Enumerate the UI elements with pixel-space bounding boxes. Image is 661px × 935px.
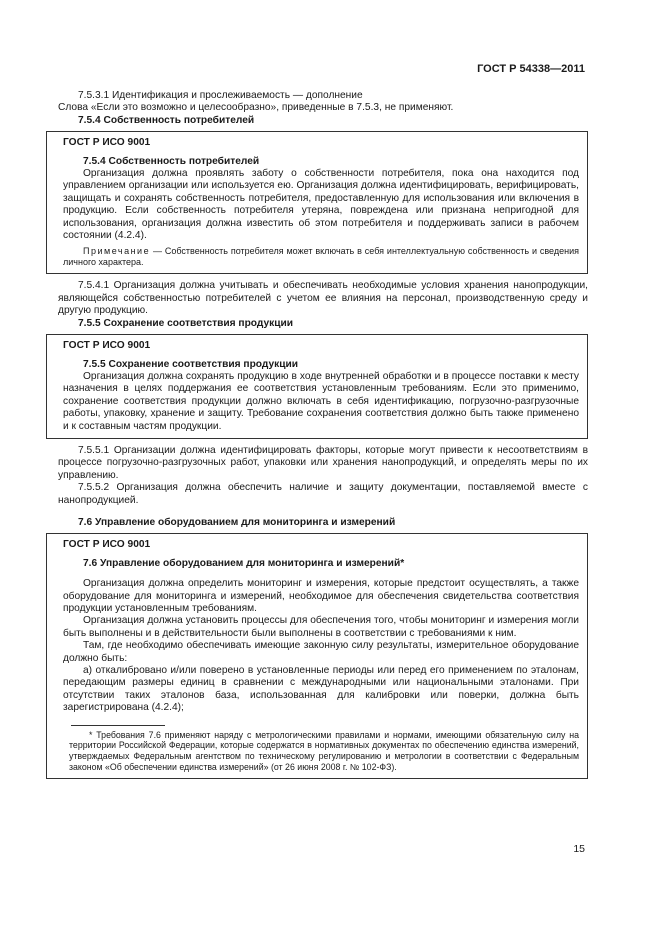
iso-quote-box-7-5-4 (46, 131, 588, 274)
document-header-id: ГОСТ Р 54338—2011 (477, 63, 585, 75)
clause-7-5-5-2: 7.5.5.2 Организация должна обеспечить наличие и защиту документации, поставляемой вместе с нанопродукцией. (58, 482, 588, 506)
box-standard-label: ГОСТ Р ИСО 9001 (63, 137, 151, 149)
page-number: 15 (573, 843, 585, 855)
iso-quote-box-7-6 (46, 533, 588, 778)
clause-7-5-4-1: 7.5.4.1 Организация должна учитывать и обеспечивать необходимые условия хранения нанопродукции, являющейся собственностью потребителей с учетом ее влияния на персонал, производственную среду и другую продукцию. (58, 280, 588, 317)
note-text: — Собственность потребителя может включать в себя интеллектуальную собственность и сведения личного характера. (63, 246, 579, 268)
clause-7-5-3-1-text: Слова «Если это возможно и целесообразно», приведенные в 7.5.3, не применяют. (58, 102, 454, 114)
box-note (63, 246, 587, 268)
clause-7-5-3-1: 7.5.3.1 Идентификация и прослеживаемость — дополнение (78, 90, 363, 101)
box-heading: 7.5.5 Сохранение соответствия продукции (83, 358, 299, 370)
iso-quote-box-7-5-5 (46, 334, 588, 439)
box-heading: 7.6 Управление оборудованием для мониторинга и измерений* (83, 557, 405, 569)
box-paragraph: Организация должна проявлять заботу о собственности потребителя, пока она находится под управлением организации или используется ею. Организация должна идентифицировать, верифицировать, защищать и сохранять собственность потребителя, предоставленную для использования или включения в продукцию. Если собственность потребителя утеряна, повреждена или признана непригодной для использования, организация должна известить об этом потребителя и поддерживать записи в рабочем состоянии (4.2.4). (63, 168, 579, 242)
heading-7-6: 7.6 Управление оборудованием для мониторинга и измерений (78, 516, 396, 528)
box-paragraph-1: Организация должна определить мониторинг и измерения, которые предстоит осуществлять, а также оборудование для мониторинга и измерений, необходимое для обеспечения свидетельства соответствия продукции установленным требованиям. (63, 578, 579, 614)
note-label: Примечание (83, 246, 151, 257)
box-list-item-a: а) откалибровано и/или поверено в установленные периоды или перед его применением по эталонам, передающим размеры единиц в сравнении с международными или национальными эталонами. При отсутствии таких эталонов база, использованная для калибровки или поверки, должна быть зарегистрирована (4.2.4); (63, 665, 579, 714)
box-paragraph-3: Там, где необходимо обеспечивать имеющие законную силу результаты, измерительное оборудование должно быть: (63, 640, 579, 664)
clause-7-5-5-1: 7.5.5.1 Организации должна идентифицировать факторы, которые могут привести к несоответствиям в процессе погрузочно-разгрузочных работ, упаковки или хранения нанопродукций, и определять меры по их управлению. (58, 444, 588, 481)
footnote: * Требования 7.6 применяют наряду с метрологическими правилами и нормами, имеющими обязательную силу на территории Российской Федерации, которые содержатся в нормативных документах по обеспечению единства измерений, утверждаемых Федеральным агентством по техническому регулированию и метрологии в соответствии с Федеральным законом «Об обеспечении единства измерений» (от 26 июня 2008 г. № 102-ФЗ). (69, 729, 579, 773)
box-paragraph-2: Организация должна установить процессы для обеспечения того, чтобы мониторинг и измерения могли быть выполнены и в действительности были выполнены в соответствии с требованиями к ним. (63, 615, 579, 639)
box-standard-label: ГОСТ Р ИСО 9001 (63, 340, 151, 352)
heading-7-5-4: 7.5.4 Собственность потребителей (78, 114, 255, 126)
footnote-separator (71, 725, 165, 726)
box-standard-label: ГОСТ Р ИСО 9001 (63, 539, 151, 551)
box-heading: 7.5.4 Собственность потребителей (83, 155, 260, 167)
heading-7-5-5: 7.5.5 Сохранение соответствия продукции (78, 317, 294, 329)
box-paragraph: Организация должна сохранять продукцию в ходе внутренней обработки и в процессе поставки к месту назначения в целях поддержания ее соответствия установленным требованиям. Если это применимо, сохранение соответствия продукции должно включать в себя идентификацию, погрузочно-разгрузочные работы, упаковку, хранение и защиту. Требование сохранения соответствия должно быть также применено и к составным частям продукции. (63, 370, 579, 432)
page-content (58, 90, 588, 779)
